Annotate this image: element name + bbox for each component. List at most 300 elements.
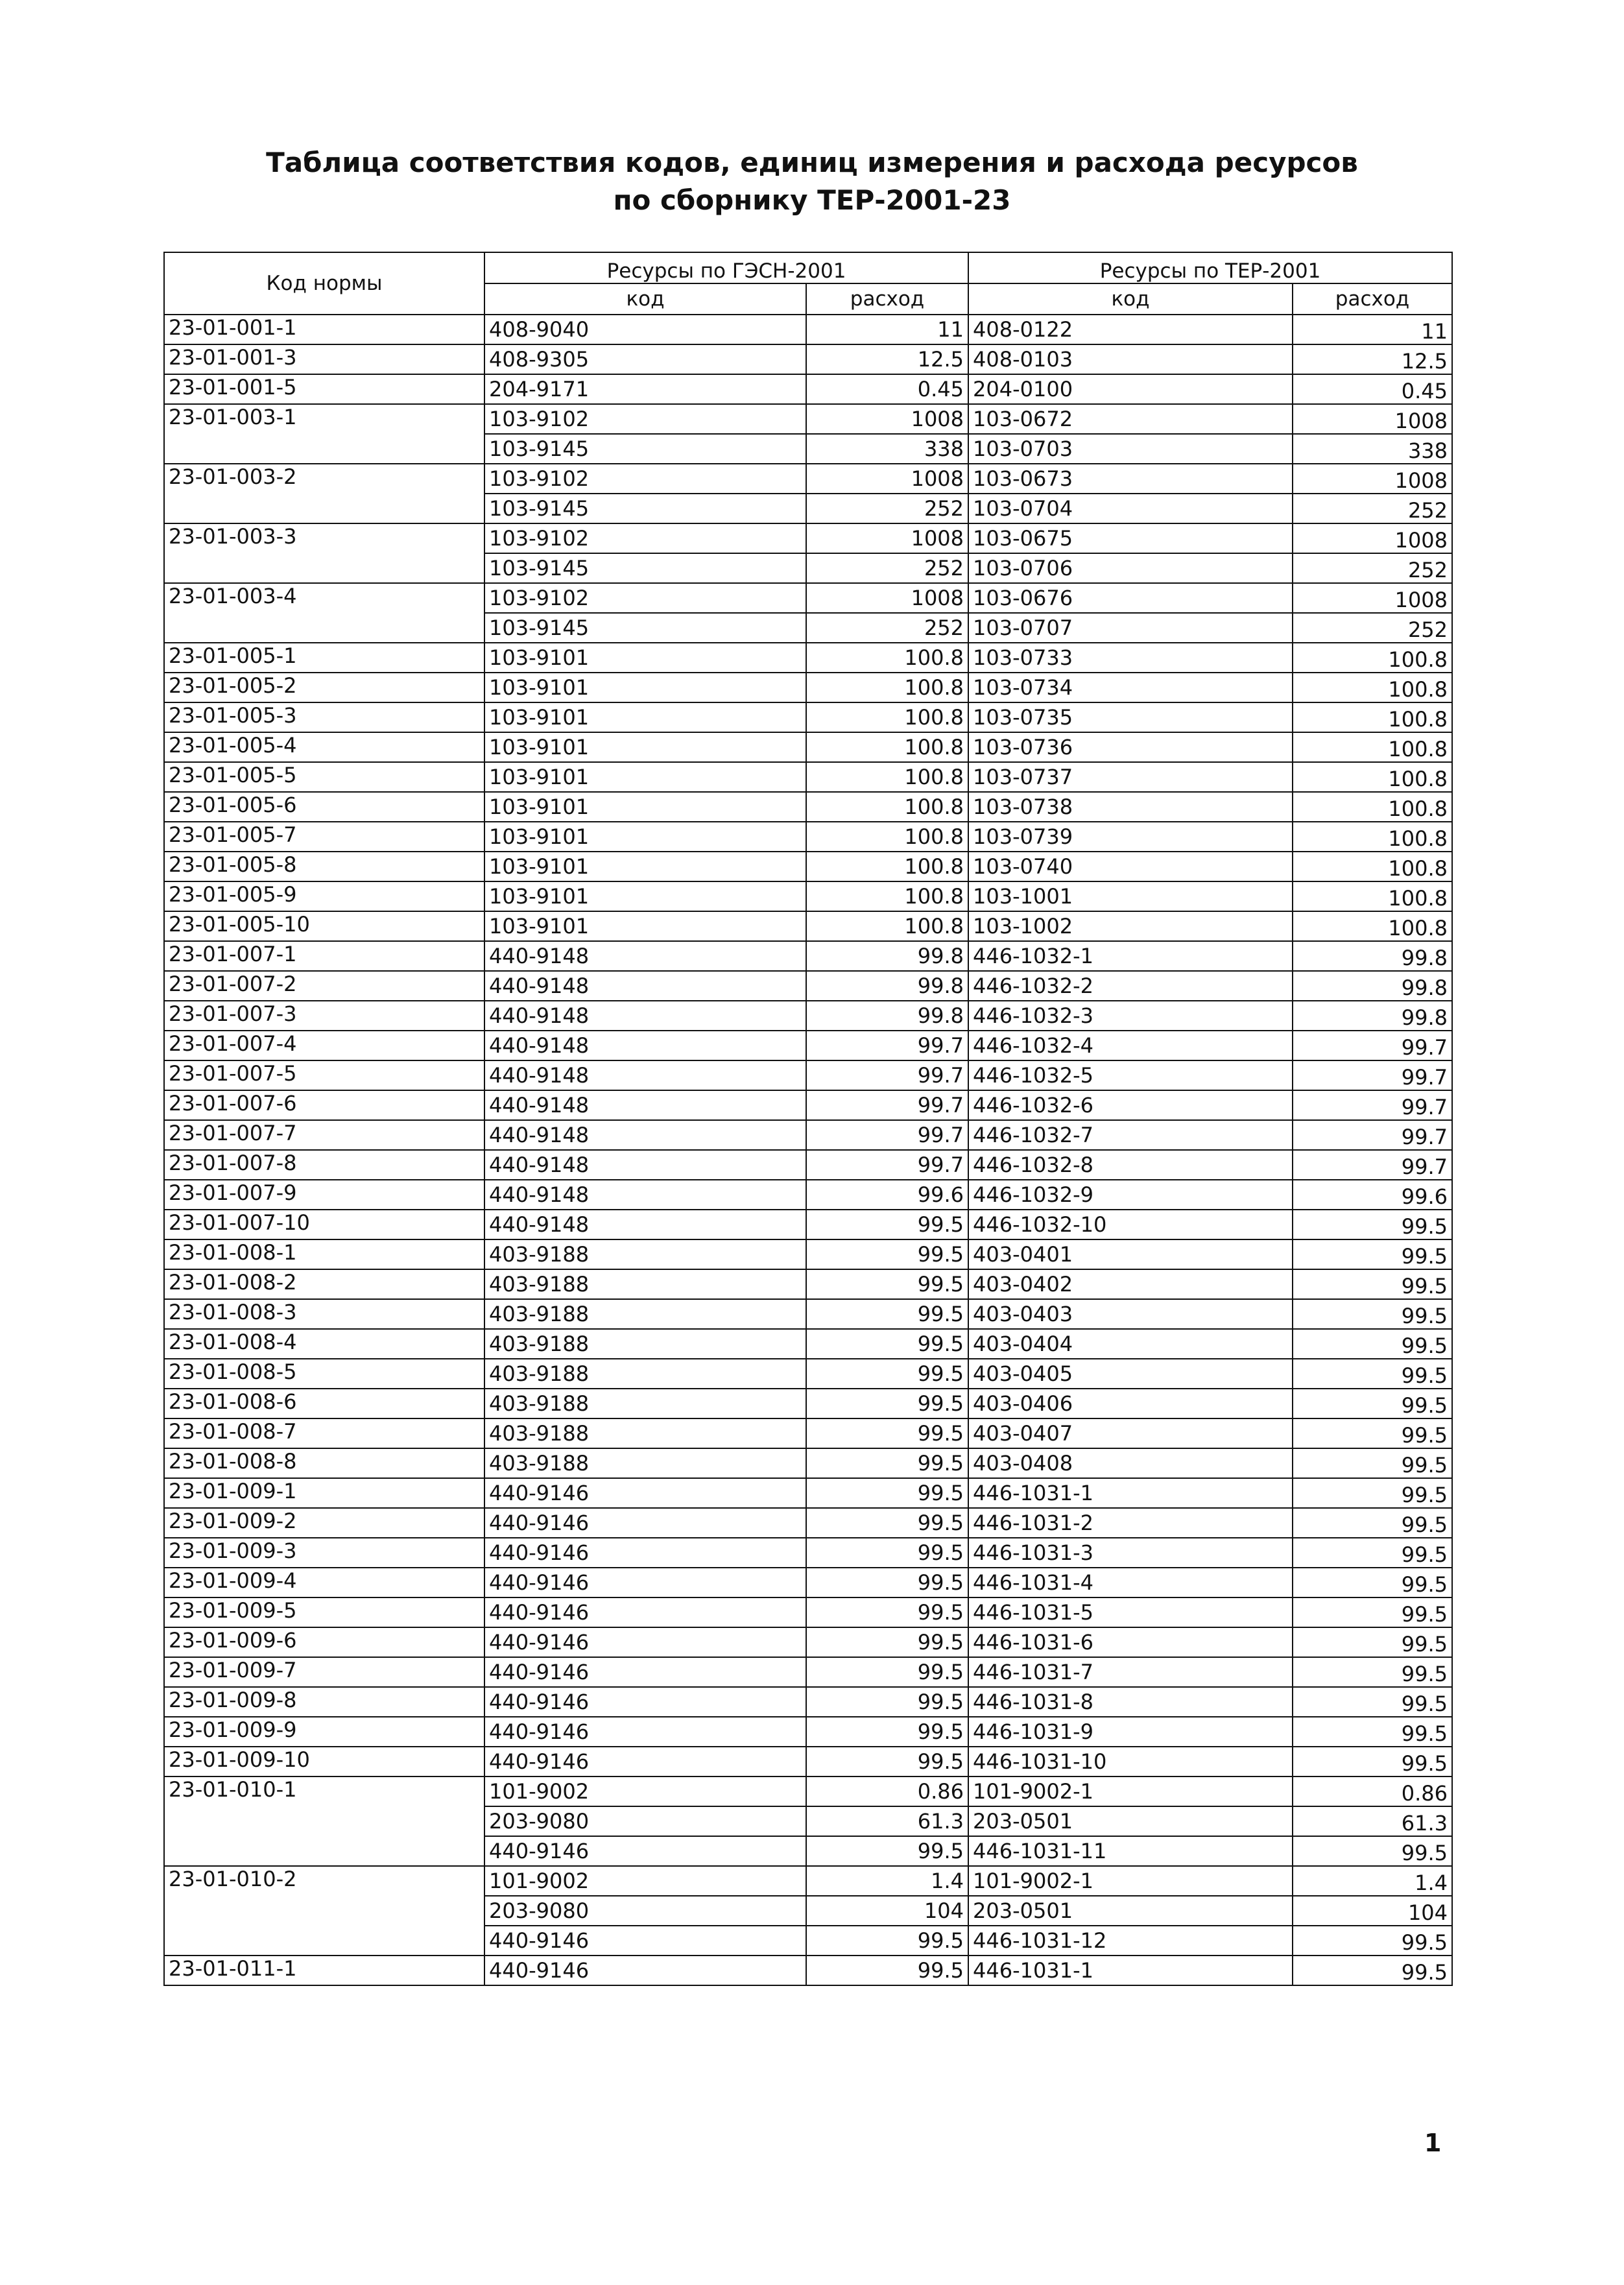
- ter-code-cell: 103-0672: [968, 404, 1293, 434]
- norm-code-cell: 23-01-009-8: [164, 1687, 484, 1717]
- gesn-code-cell: 403-9188: [484, 1299, 806, 1329]
- table-row: [164, 583, 1452, 613]
- gesn-code-cell: 103-9101: [484, 643, 806, 673]
- ter-code-cell: 103-0734: [968, 673, 1293, 702]
- gesn-code-cell: 103-9102: [484, 404, 806, 434]
- gesn-code-cell: 103-9101: [484, 881, 806, 911]
- ter-amount-cell: 100.8: [1293, 881, 1452, 911]
- table-row: [164, 673, 1452, 702]
- table-row: [164, 404, 1452, 434]
- gesn-amount-cell: 99.5: [806, 1538, 968, 1568]
- norm-code-cell: 23-01-009-9: [164, 1717, 484, 1747]
- ter-amount-cell: 1008: [1293, 583, 1452, 613]
- table-row: [164, 1389, 1452, 1418]
- gesn-amount-cell: 11: [806, 315, 968, 344]
- ter-code-cell: 403-0402: [968, 1269, 1293, 1299]
- ter-amount-cell: 99.5: [1293, 1538, 1452, 1568]
- norm-code-cell: 23-01-009-3: [164, 1538, 484, 1568]
- title-line-1: Таблица соответствия кодов, единиц измерения и расхода ресурсов: [266, 147, 1358, 178]
- gesn-code-cell: 203-9080: [484, 1896, 806, 1926]
- gesn-code-cell: 440-9148: [484, 1180, 806, 1210]
- gesn-amount-cell: 99.5: [806, 1657, 968, 1687]
- gesn-amount-cell: 100.8: [806, 673, 968, 702]
- norm-code-cell: 23-01-005-10: [164, 911, 484, 941]
- norm-code-cell: 23-01-005-6: [164, 792, 484, 822]
- gesn-amount-cell: 100.8: [806, 732, 968, 762]
- table-row: [164, 643, 1452, 673]
- gesn-amount-cell: 99.8: [806, 971, 968, 1001]
- ter-amount-cell: 99.5: [1293, 1299, 1452, 1329]
- gesn-code-cell: 403-9188: [484, 1448, 806, 1478]
- ter-amount-cell: 104: [1293, 1896, 1452, 1926]
- gesn-code-cell: 440-9148: [484, 1060, 806, 1090]
- ter-code-cell: 103-0676: [968, 583, 1293, 613]
- ter-amount-cell: 252: [1293, 613, 1452, 643]
- ter-amount-cell: 61.3: [1293, 1806, 1452, 1836]
- ter-code-cell: 446-1032-9: [968, 1180, 1293, 1210]
- ter-amount-header: расход: [1293, 283, 1452, 315]
- gesn-amount-cell: 99.5: [806, 1448, 968, 1478]
- ter-code-cell: 103-0736: [968, 732, 1293, 762]
- table-row: [164, 852, 1452, 881]
- ter-amount-cell: 100.8: [1293, 673, 1452, 702]
- ter-amount-cell: 99.5: [1293, 1418, 1452, 1448]
- ter-amount-cell: 99.5: [1293, 1627, 1452, 1657]
- norm-code-cell: 23-01-005-4: [164, 732, 484, 762]
- gesn-code-cell: 408-9040: [484, 315, 806, 344]
- norm-code-cell: 23-01-007-10: [164, 1210, 484, 1239]
- gesn-amount-cell: 99.5: [806, 1687, 968, 1717]
- ter-amount-cell: 99.5: [1293, 1717, 1452, 1747]
- norm-code-cell: 23-01-009-6: [164, 1627, 484, 1657]
- norm-code-cell: 23-01-001-3: [164, 344, 484, 374]
- norm-code-cell: 23-01-007-3: [164, 1001, 484, 1031]
- ter-amount-cell: 99.5: [1293, 1956, 1452, 1985]
- gesn-amount-cell: 99.5: [806, 1836, 968, 1866]
- gesn-code-cell: 403-9188: [484, 1389, 806, 1418]
- ter-code-cell: 408-0122: [968, 315, 1293, 344]
- table-row: [164, 911, 1452, 941]
- ter-code-cell: 103-0738: [968, 792, 1293, 822]
- ter-amount-cell: 100.8: [1293, 911, 1452, 941]
- gesn-code-cell: 440-9146: [484, 1687, 806, 1717]
- table-row: [164, 1627, 1452, 1657]
- gesn-code-cell: 103-9101: [484, 852, 806, 881]
- ter-amount-cell: 0.45: [1293, 374, 1452, 404]
- norm-code-cell: 23-01-008-7: [164, 1418, 484, 1448]
- norm-code-cell: 23-01-008-2: [164, 1269, 484, 1299]
- gesn-code-cell: 440-9148: [484, 1150, 806, 1180]
- ter-amount-cell: 99.5: [1293, 1239, 1452, 1269]
- gesn-code-cell: 103-9145: [484, 434, 806, 464]
- page-number: 1: [1424, 2129, 1442, 2157]
- ter-code-cell: 403-0405: [968, 1359, 1293, 1389]
- ter-code-cell: 446-1032-6: [968, 1090, 1293, 1120]
- ter-amount-cell: 99.8: [1293, 971, 1452, 1001]
- ter-amount-cell: 100.8: [1293, 732, 1452, 762]
- ter-code-cell: 446-1032-10: [968, 1210, 1293, 1239]
- gesn-amount-cell: 252: [806, 553, 968, 583]
- norm-code-cell: 23-01-007-9: [164, 1180, 484, 1210]
- norm-code-cell: 23-01-008-8: [164, 1448, 484, 1478]
- gesn-code-cell: 103-9102: [484, 464, 806, 494]
- title-line-2: по сборнику ТЕР-2001-23: [613, 184, 1011, 216]
- ter-code-cell: 446-1032-7: [968, 1120, 1293, 1150]
- gesn-code-cell: 101-9002: [484, 1866, 806, 1896]
- ter-amount-cell: 1.4: [1293, 1866, 1452, 1896]
- gesn-amount-cell: 100.8: [806, 643, 968, 673]
- gesn-amount-cell: 99.8: [806, 941, 968, 971]
- ter-code-cell: 203-0501: [968, 1806, 1293, 1836]
- norm-code-cell: 23-01-003-4: [164, 583, 484, 643]
- gesn-amount-cell: 100.8: [806, 911, 968, 941]
- norm-code-cell: 23-01-007-1: [164, 941, 484, 971]
- gesn-code-cell: 440-9146: [484, 1836, 806, 1866]
- ter-amount-cell: 99.5: [1293, 1478, 1452, 1508]
- ter-code-cell: 403-0401: [968, 1239, 1293, 1269]
- ter-amount-cell: 100.8: [1293, 762, 1452, 792]
- ter-amount-cell: 100.8: [1293, 643, 1452, 673]
- table-row: [164, 1866, 1452, 1896]
- ter-code-cell: 446-1031-10: [968, 1747, 1293, 1777]
- norm-code-cell: 23-01-005-2: [164, 673, 484, 702]
- gesn-code-cell: 440-9146: [484, 1508, 806, 1538]
- ter-amount-cell: 100.8: [1293, 852, 1452, 881]
- gesn-amount-cell: 99.5: [806, 1747, 968, 1777]
- ter-code-cell: 446-1032-2: [968, 971, 1293, 1001]
- norm-code-cell: 23-01-005-9: [164, 881, 484, 911]
- table-row: [164, 1150, 1452, 1180]
- table-row: [164, 1538, 1452, 1568]
- ter-code-cell: 103-0704: [968, 494, 1293, 523]
- gesn-code-cell: 103-9145: [484, 613, 806, 643]
- ter-code-cell: 446-1032-5: [968, 1060, 1293, 1090]
- gesn-amount-cell: 338: [806, 434, 968, 464]
- norm-code-cell: 23-01-008-4: [164, 1329, 484, 1359]
- ter-amount-cell: 12.5: [1293, 344, 1452, 374]
- gesn-amount-cell: 99.5: [806, 1239, 968, 1269]
- gesn-code-cell: 440-9148: [484, 1120, 806, 1150]
- gesn-code-cell: 440-9148: [484, 941, 806, 971]
- ter-amount-cell: 99.5: [1293, 1359, 1452, 1389]
- ter-code-cell: 403-0407: [968, 1418, 1293, 1448]
- ter-code-cell: 446-1032-3: [968, 1001, 1293, 1031]
- ter-amount-cell: 100.8: [1293, 822, 1452, 852]
- gesn-amount-cell: 61.3: [806, 1806, 968, 1836]
- norm-code-cell: 23-01-003-2: [164, 464, 484, 523]
- table-row: [164, 1657, 1452, 1687]
- table-row: [164, 1180, 1452, 1210]
- gesn-code-cell: 440-9146: [484, 1627, 806, 1657]
- table-row: [164, 1210, 1452, 1239]
- gesn-amount-cell: 99.5: [806, 1210, 968, 1239]
- table-row: [164, 344, 1452, 374]
- gesn-amount-cell: 100.8: [806, 792, 968, 822]
- ter-code-cell: 446-1031-12: [968, 1926, 1293, 1956]
- gesn-code-cell: 101-9002: [484, 1777, 806, 1806]
- gesn-amount-cell: 99.7: [806, 1150, 968, 1180]
- ter-group-header: Ресурсы по ТЕР-2001: [968, 252, 1452, 283]
- table-row: [164, 523, 1452, 553]
- norm-code-header: Код нормы: [164, 252, 484, 315]
- gesn-amount-cell: 100.8: [806, 881, 968, 911]
- gesn-amount-cell: 100.8: [806, 762, 968, 792]
- ter-amount-cell: 99.5: [1293, 1597, 1452, 1627]
- gesn-code-cell: 440-9146: [484, 1597, 806, 1627]
- gesn-code-cell: 103-9145: [484, 494, 806, 523]
- ter-code-cell: 403-0408: [968, 1448, 1293, 1478]
- ter-amount-cell: 99.7: [1293, 1090, 1452, 1120]
- ter-amount-cell: 1008: [1293, 464, 1452, 494]
- norm-code-cell: 23-01-005-3: [164, 702, 484, 732]
- table-row: [164, 1687, 1452, 1717]
- ter-amount-cell: 99.5: [1293, 1926, 1452, 1956]
- ter-amount-cell: 99.7: [1293, 1060, 1452, 1090]
- gesn-code-cell: 440-9146: [484, 1538, 806, 1568]
- norm-code-cell: 23-01-003-1: [164, 404, 484, 464]
- gesn-amount-cell: 104: [806, 1896, 968, 1926]
- gesn-code-header: код: [484, 283, 806, 315]
- gesn-code-cell: 103-9101: [484, 732, 806, 762]
- gesn-code-cell: 440-9148: [484, 971, 806, 1001]
- ter-amount-cell: 1008: [1293, 523, 1452, 553]
- ter-code-cell: 446-1031-4: [968, 1568, 1293, 1597]
- norm-code-cell: 23-01-009-2: [164, 1508, 484, 1538]
- ter-amount-cell: 99.7: [1293, 1031, 1452, 1060]
- norm-code-cell: 23-01-009-5: [164, 1597, 484, 1627]
- norm-code-cell: 23-01-011-1: [164, 1956, 484, 1985]
- gesn-amount-cell: 99.7: [806, 1031, 968, 1060]
- gesn-code-cell: 203-9080: [484, 1806, 806, 1836]
- document-title: [0, 144, 1624, 219]
- norm-code-cell: 23-01-010-1: [164, 1777, 484, 1866]
- ter-amount-cell: 99.5: [1293, 1329, 1452, 1359]
- ter-amount-cell: 99.5: [1293, 1687, 1452, 1717]
- ter-code-cell: 103-0707: [968, 613, 1293, 643]
- gesn-code-cell: 440-9148: [484, 1210, 806, 1239]
- ter-code-cell: 446-1032-8: [968, 1150, 1293, 1180]
- norm-code-cell: 23-01-005-5: [164, 762, 484, 792]
- norm-code-cell: 23-01-009-7: [164, 1657, 484, 1687]
- table-row: [164, 1329, 1452, 1359]
- norm-code-cell: 23-01-003-3: [164, 523, 484, 583]
- gesn-amount-cell: 100.8: [806, 852, 968, 881]
- table-row: [164, 374, 1452, 404]
- ter-code-cell: 103-0739: [968, 822, 1293, 852]
- gesn-amount-cell: 99.5: [806, 1568, 968, 1597]
- gesn-code-cell: 440-9146: [484, 1717, 806, 1747]
- gesn-code-cell: 440-9146: [484, 1956, 806, 1985]
- table-row: [164, 315, 1452, 344]
- ter-amount-cell: 99.5: [1293, 1747, 1452, 1777]
- table-row: [164, 1448, 1452, 1478]
- norm-code-cell: 23-01-001-5: [164, 374, 484, 404]
- ter-code-cell: 403-0406: [968, 1389, 1293, 1418]
- ter-code-header: код: [968, 283, 1293, 315]
- gesn-amount-header: расход: [806, 283, 968, 315]
- gesn-amount-cell: 99.5: [806, 1478, 968, 1508]
- table-row: [164, 1956, 1452, 1985]
- gesn-amount-cell: 99.7: [806, 1090, 968, 1120]
- table-row: [164, 1359, 1452, 1389]
- table-row: [164, 732, 1452, 762]
- gesn-amount-cell: 99.5: [806, 1299, 968, 1329]
- norm-code-cell: 23-01-008-6: [164, 1389, 484, 1418]
- ter-code-cell: 103-0735: [968, 702, 1293, 732]
- ter-code-cell: 446-1031-7: [968, 1657, 1293, 1687]
- gesn-amount-cell: 12.5: [806, 344, 968, 374]
- ter-amount-cell: 99.5: [1293, 1836, 1452, 1866]
- ter-amount-cell: 99.5: [1293, 1508, 1452, 1538]
- norm-code-cell: 23-01-009-4: [164, 1568, 484, 1597]
- norm-code-cell: 23-01-007-5: [164, 1060, 484, 1090]
- gesn-code-cell: 204-9171: [484, 374, 806, 404]
- table-row: [164, 1418, 1452, 1448]
- table-row: [164, 1478, 1452, 1508]
- gesn-group-header: Ресурсы по ГЭСН-2001: [484, 252, 968, 283]
- table-header: [164, 252, 1452, 315]
- ter-code-cell: 103-1002: [968, 911, 1293, 941]
- gesn-code-cell: 103-9101: [484, 911, 806, 941]
- table-row: [164, 762, 1452, 792]
- table-row: [164, 1717, 1452, 1747]
- ter-code-cell: 403-0404: [968, 1329, 1293, 1359]
- gesn-amount-cell: 99.5: [806, 1717, 968, 1747]
- ter-code-cell: 408-0103: [968, 344, 1293, 374]
- ter-amount-cell: 1008: [1293, 404, 1452, 434]
- gesn-amount-cell: 1.4: [806, 1866, 968, 1896]
- ter-code-cell: 446-1031-6: [968, 1627, 1293, 1657]
- gesn-code-cell: 403-9188: [484, 1239, 806, 1269]
- ter-amount-cell: 99.5: [1293, 1389, 1452, 1418]
- table-row: [164, 1269, 1452, 1299]
- gesn-code-cell: 440-9148: [484, 1001, 806, 1031]
- norm-code-cell: 23-01-007-4: [164, 1031, 484, 1060]
- gesn-amount-cell: 100.8: [806, 822, 968, 852]
- gesn-amount-cell: 1008: [806, 404, 968, 434]
- ter-code-cell: 101-9002-1: [968, 1777, 1293, 1806]
- gesn-code-cell: 103-9102: [484, 583, 806, 613]
- norm-code-cell: 23-01-010-2: [164, 1866, 484, 1956]
- norm-code-cell: 23-01-008-1: [164, 1239, 484, 1269]
- ter-amount-cell: 99.7: [1293, 1150, 1452, 1180]
- ter-amount-cell: 99.5: [1293, 1657, 1452, 1687]
- norm-code-cell: 23-01-009-1: [164, 1478, 484, 1508]
- ter-amount-cell: 99.5: [1293, 1448, 1452, 1478]
- gesn-amount-cell: 0.86: [806, 1777, 968, 1806]
- table-row: [164, 1747, 1452, 1777]
- table-row: [164, 971, 1452, 1001]
- gesn-code-cell: 440-9148: [484, 1031, 806, 1060]
- gesn-amount-cell: 99.6: [806, 1180, 968, 1210]
- ter-amount-cell: 0.86: [1293, 1777, 1452, 1806]
- table-row: [164, 792, 1452, 822]
- ter-code-cell: 446-1031-8: [968, 1687, 1293, 1717]
- ter-amount-cell: 99.8: [1293, 941, 1452, 971]
- table-row: [164, 702, 1452, 732]
- ter-code-cell: 403-0403: [968, 1299, 1293, 1329]
- ter-amount-cell: 99.5: [1293, 1269, 1452, 1299]
- norm-code-cell: 23-01-007-8: [164, 1150, 484, 1180]
- gesn-amount-cell: 99.5: [806, 1418, 968, 1448]
- norm-code-cell: 23-01-001-1: [164, 315, 484, 344]
- ter-code-cell: 103-0740: [968, 852, 1293, 881]
- gesn-amount-cell: 99.7: [806, 1120, 968, 1150]
- ter-code-cell: 103-0675: [968, 523, 1293, 553]
- gesn-amount-cell: 99.5: [806, 1269, 968, 1299]
- gesn-amount-cell: 252: [806, 494, 968, 523]
- gesn-amount-cell: 100.8: [806, 702, 968, 732]
- norm-code-cell: 23-01-007-7: [164, 1120, 484, 1150]
- norm-code-cell: 23-01-005-7: [164, 822, 484, 852]
- ter-code-cell: 103-0733: [968, 643, 1293, 673]
- ter-code-cell: 446-1031-5: [968, 1597, 1293, 1627]
- ter-amount-cell: 252: [1293, 553, 1452, 583]
- table-row: [164, 1777, 1452, 1806]
- gesn-code-cell: 440-9146: [484, 1747, 806, 1777]
- ter-code-cell: 103-1001: [968, 881, 1293, 911]
- gesn-amount-cell: 99.5: [806, 1359, 968, 1389]
- ter-code-cell: 446-1031-2: [968, 1508, 1293, 1538]
- ter-amount-cell: 99.8: [1293, 1001, 1452, 1031]
- norm-code-cell: 23-01-005-8: [164, 852, 484, 881]
- ter-code-cell: 103-0703: [968, 434, 1293, 464]
- table-row: [164, 1120, 1452, 1150]
- table-row: [164, 822, 1452, 852]
- gesn-code-cell: 440-9146: [484, 1478, 806, 1508]
- ter-amount-cell: 99.5: [1293, 1568, 1452, 1597]
- table-row: [164, 1001, 1452, 1031]
- gesn-amount-cell: 1008: [806, 583, 968, 613]
- table-row: [164, 1031, 1452, 1060]
- gesn-amount-cell: 99.5: [806, 1956, 968, 1985]
- norm-code-cell: 23-01-007-6: [164, 1090, 484, 1120]
- ter-amount-cell: 100.8: [1293, 702, 1452, 732]
- gesn-amount-cell: 252: [806, 613, 968, 643]
- gesn-code-cell: 403-9188: [484, 1269, 806, 1299]
- gesn-code-cell: 103-9101: [484, 762, 806, 792]
- gesn-amount-cell: 99.5: [806, 1627, 968, 1657]
- gesn-code-cell: 103-9145: [484, 553, 806, 583]
- gesn-code-cell: 440-9146: [484, 1568, 806, 1597]
- ter-code-cell: 446-1031-11: [968, 1836, 1293, 1866]
- ter-amount-cell: 338: [1293, 434, 1452, 464]
- ter-amount-cell: 99.6: [1293, 1180, 1452, 1210]
- gesn-code-cell: 408-9305: [484, 344, 806, 374]
- table-row: [164, 881, 1452, 911]
- ter-code-cell: 446-1031-9: [968, 1717, 1293, 1747]
- ter-code-cell: 103-0706: [968, 553, 1293, 583]
- table-row: [164, 941, 1452, 971]
- gesn-code-cell: 103-9102: [484, 523, 806, 553]
- table-row: [164, 1090, 1452, 1120]
- gesn-code-cell: 403-9188: [484, 1329, 806, 1359]
- gesn-amount-cell: 99.5: [806, 1508, 968, 1538]
- table-body: [164, 315, 1452, 1985]
- gesn-amount-cell: 99.7: [806, 1060, 968, 1090]
- norm-code-cell: 23-01-007-2: [164, 971, 484, 1001]
- resource-table: [163, 252, 1453, 1986]
- norm-code-cell: 23-01-008-3: [164, 1299, 484, 1329]
- norm-code-cell: 23-01-005-1: [164, 643, 484, 673]
- table-row: [164, 464, 1452, 494]
- table-row: [164, 1060, 1452, 1090]
- norm-code-cell: 23-01-008-5: [164, 1359, 484, 1389]
- table-row: [164, 1239, 1452, 1269]
- gesn-code-cell: 103-9101: [484, 702, 806, 732]
- gesn-amount-cell: 99.5: [806, 1389, 968, 1418]
- gesn-amount-cell: 99.5: [806, 1329, 968, 1359]
